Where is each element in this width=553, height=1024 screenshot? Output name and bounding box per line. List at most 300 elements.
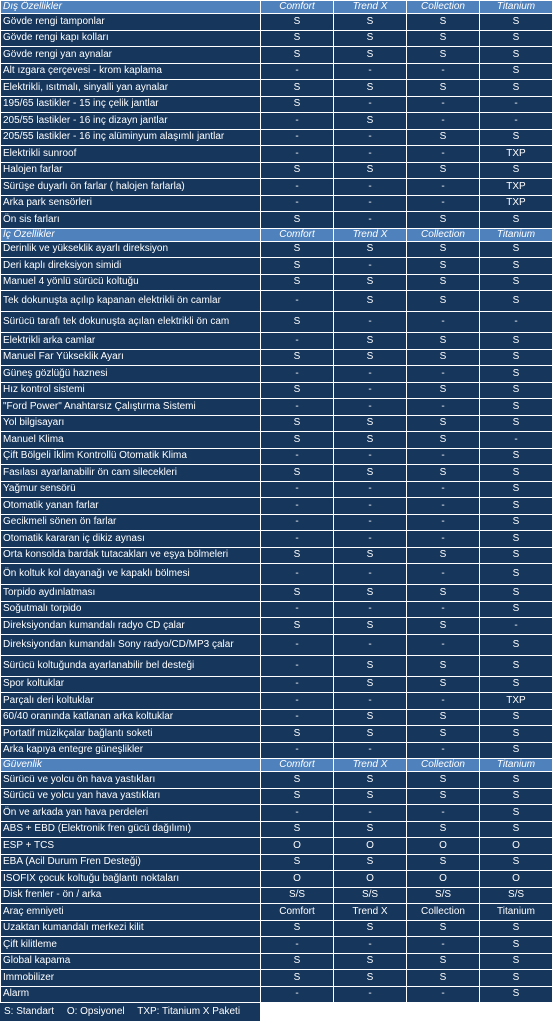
column-header: Trend X bbox=[334, 759, 407, 772]
feature-value: - bbox=[407, 531, 480, 548]
feature-label: Portatif müzikçalar bağlantı soketi bbox=[1, 726, 261, 743]
feature-value: S bbox=[407, 291, 480, 312]
table-row bbox=[1, 30, 553, 47]
feature-value: S bbox=[261, 432, 334, 449]
feature-value: TXP bbox=[480, 179, 553, 196]
feature-value: S bbox=[261, 953, 334, 970]
table-row bbox=[1, 838, 553, 855]
feature-label: Güneş gözlüğü haznesi bbox=[1, 366, 261, 383]
feature-value: S bbox=[480, 531, 553, 548]
feature-value: S bbox=[480, 986, 553, 1003]
feature-value: S bbox=[480, 162, 553, 179]
feature-value: S bbox=[480, 854, 553, 871]
feature-value: S bbox=[480, 366, 553, 383]
feature-value: S bbox=[334, 618, 407, 635]
feature-value: S bbox=[480, 788, 553, 805]
feature-label: Sürüşe duyarlı ön farlar ( halojen farlarla) bbox=[1, 179, 261, 196]
feature-value: S bbox=[480, 514, 553, 531]
feature-value: - bbox=[407, 312, 480, 333]
table-row bbox=[1, 618, 553, 635]
feature-label: Spor koltuklar bbox=[1, 676, 261, 693]
feature-label: Manuel Far Yükseklik Ayarı bbox=[1, 349, 261, 366]
feature-value: - bbox=[407, 693, 480, 710]
feature-label: Torpido aydınlatması bbox=[1, 585, 261, 602]
feature-label: Elektrikli, ısıtmalı, sinyalli yan aynalar bbox=[1, 80, 261, 97]
feature-value: S bbox=[480, 274, 553, 291]
feature-label: Uzaktan kumandalı merkezi kilit bbox=[1, 920, 261, 937]
feature-label: Immobilizer bbox=[1, 970, 261, 987]
feature-label: Elektrikli arka camlar bbox=[1, 333, 261, 350]
feature-value: - bbox=[334, 601, 407, 618]
table-row bbox=[1, 349, 553, 366]
feature-value: S bbox=[261, 618, 334, 635]
table-row bbox=[1, 854, 553, 871]
feature-value: - bbox=[261, 805, 334, 822]
feature-label: Derinlik ve yükseklik ayarlı direksiyon bbox=[1, 241, 261, 258]
feature-value: S bbox=[407, 47, 480, 64]
feature-value: S bbox=[334, 162, 407, 179]
feature-value: - bbox=[261, 366, 334, 383]
feature-value: - bbox=[334, 448, 407, 465]
feature-value: S bbox=[334, 30, 407, 47]
table-row bbox=[1, 953, 553, 970]
feature-value: S bbox=[261, 241, 334, 258]
feature-value: S/S bbox=[407, 887, 480, 904]
table-row bbox=[1, 195, 553, 212]
feature-label: Manuel 4 yönlü sürücü koltuğu bbox=[1, 274, 261, 291]
feature-value: S bbox=[334, 920, 407, 937]
table-row bbox=[1, 986, 553, 1003]
feature-label: Sürücü ve yolcu yan hava yastıkları bbox=[1, 788, 261, 805]
feature-value: S bbox=[261, 585, 334, 602]
table-row bbox=[1, 212, 553, 229]
legend-optional: O: Opsiyonel bbox=[66, 1006, 125, 1017]
feature-value: S bbox=[480, 772, 553, 789]
table-row bbox=[1, 162, 553, 179]
feature-label: "Ford Power" Anahtarsız Çalıştırma Sistemi bbox=[1, 399, 261, 416]
feature-value: - bbox=[261, 709, 334, 726]
feature-value: - bbox=[261, 179, 334, 196]
feature-value: - bbox=[334, 531, 407, 548]
feature-value: S bbox=[261, 14, 334, 31]
feature-value: S bbox=[261, 258, 334, 275]
feature-value: S bbox=[480, 399, 553, 416]
column-header: Titanium bbox=[480, 1, 553, 14]
feature-value: S bbox=[480, 970, 553, 987]
feature-value: - bbox=[334, 742, 407, 759]
feature-value: - bbox=[334, 498, 407, 515]
feature-value: S bbox=[480, 212, 553, 229]
feature-label: Gövde rengi kapı kolları bbox=[1, 30, 261, 47]
feature-value: S bbox=[261, 788, 334, 805]
feature-label: Yağmur sensörü bbox=[1, 481, 261, 498]
feature-value: - bbox=[261, 146, 334, 163]
feature-value: S bbox=[261, 349, 334, 366]
feature-value: S bbox=[480, 937, 553, 954]
table-row bbox=[1, 601, 553, 618]
feature-value: S/S bbox=[261, 887, 334, 904]
feature-value: - bbox=[407, 113, 480, 130]
feature-value: S bbox=[480, 726, 553, 743]
feature-value: S bbox=[407, 854, 480, 871]
feature-value: S bbox=[334, 241, 407, 258]
feature-value: S bbox=[334, 80, 407, 97]
feature-value: S bbox=[261, 547, 334, 564]
feature-label: EBA (Acil Durum Fren Desteği) bbox=[1, 854, 261, 871]
column-header: Comfort bbox=[261, 1, 334, 14]
feature-value: - bbox=[261, 601, 334, 618]
feature-label: ABS + EBD (Elektronik fren gücü dağılımı) bbox=[1, 821, 261, 838]
feature-value: S bbox=[407, 676, 480, 693]
table-row bbox=[1, 80, 553, 97]
feature-value: S bbox=[334, 274, 407, 291]
feature-value: - bbox=[334, 129, 407, 146]
feature-value: - bbox=[407, 96, 480, 113]
feature-label: Çift Bölgeli İklim Kontrollü Otomatik Klima bbox=[1, 448, 261, 465]
feature-label: 205/55 lastikler - 16 inç dizayn jantlar bbox=[1, 113, 261, 130]
feature-value: - bbox=[261, 498, 334, 515]
table-row bbox=[1, 382, 553, 399]
feature-value: S bbox=[407, 333, 480, 350]
feature-value: S bbox=[261, 726, 334, 743]
feature-value: S bbox=[261, 415, 334, 432]
feature-value: - bbox=[261, 634, 334, 655]
feature-value: S bbox=[407, 162, 480, 179]
feature-label: Elektrikli sunroof bbox=[1, 146, 261, 163]
table-row bbox=[1, 904, 553, 921]
feature-value: - bbox=[407, 481, 480, 498]
feature-value: S bbox=[261, 920, 334, 937]
table-row bbox=[1, 258, 553, 275]
feature-value: S bbox=[480, 80, 553, 97]
feature-value: S bbox=[480, 953, 553, 970]
column-header: Titanium bbox=[480, 759, 553, 772]
feature-value: - bbox=[261, 655, 334, 676]
section-header bbox=[1, 228, 553, 241]
table-row bbox=[1, 498, 553, 515]
legend-standard: S: Standart bbox=[4, 1006, 55, 1017]
feature-value: Collection bbox=[407, 904, 480, 921]
feature-value: O bbox=[334, 871, 407, 888]
feature-value: - bbox=[407, 179, 480, 196]
feature-value: - bbox=[334, 366, 407, 383]
feature-value: S bbox=[480, 676, 553, 693]
feature-value: - bbox=[334, 693, 407, 710]
table-row bbox=[1, 146, 553, 163]
feature-value: S bbox=[407, 821, 480, 838]
feature-value: S bbox=[261, 382, 334, 399]
feature-value: S bbox=[261, 80, 334, 97]
feature-label: Soğutmalı torpido bbox=[1, 601, 261, 618]
feature-value: S bbox=[480, 349, 553, 366]
table-row bbox=[1, 547, 553, 564]
feature-label: Gövde rengi tamponlar bbox=[1, 14, 261, 31]
table-row bbox=[1, 432, 553, 449]
feature-value: - bbox=[334, 258, 407, 275]
feature-label: Gövde rengi yan aynalar bbox=[1, 47, 261, 64]
feature-value: S bbox=[480, 63, 553, 80]
section-header bbox=[1, 759, 553, 772]
feature-value: S bbox=[334, 585, 407, 602]
feature-value: S/S bbox=[334, 887, 407, 904]
feature-value: S bbox=[261, 821, 334, 838]
feature-value: - bbox=[334, 399, 407, 416]
feature-value: S bbox=[334, 953, 407, 970]
feature-value: TXP bbox=[480, 195, 553, 212]
feature-value: - bbox=[334, 382, 407, 399]
feature-value: - bbox=[334, 312, 407, 333]
feature-value: - bbox=[261, 986, 334, 1003]
feature-value: - bbox=[334, 634, 407, 655]
table-row bbox=[1, 709, 553, 726]
feature-value: Titanium bbox=[480, 904, 553, 921]
feature-value: S bbox=[480, 47, 553, 64]
table-row bbox=[1, 920, 553, 937]
feature-value: - bbox=[334, 96, 407, 113]
section-title: Güvenlik bbox=[1, 759, 261, 772]
feature-label: Global kapama bbox=[1, 953, 261, 970]
feature-label: ISOFIX çocuk koltuğu bağlantı noktaları bbox=[1, 871, 261, 888]
table-row bbox=[1, 788, 553, 805]
feature-label: Gecikmeli sönen ön farlar bbox=[1, 514, 261, 531]
feature-value: S bbox=[407, 241, 480, 258]
feature-value: S bbox=[334, 726, 407, 743]
feature-value: S bbox=[407, 655, 480, 676]
feature-value: - bbox=[407, 399, 480, 416]
feature-value: S bbox=[334, 47, 407, 64]
section-title: Dış Özellikler bbox=[1, 1, 261, 14]
feature-label: Disk frenler - ön / arka bbox=[1, 887, 261, 904]
feature-value: S bbox=[334, 333, 407, 350]
feature-label: Hız kontrol sistemi bbox=[1, 382, 261, 399]
feature-label: Direksiyondan kumandalı Sony radyo/CD/MP3 çalar bbox=[1, 634, 261, 655]
feature-value: S bbox=[407, 772, 480, 789]
feature-value: O bbox=[407, 838, 480, 855]
feature-value: - bbox=[334, 146, 407, 163]
feature-label: Fasılası ayarlanabilir ön cam silecekleri bbox=[1, 465, 261, 482]
table-row bbox=[1, 333, 553, 350]
feature-value: - bbox=[261, 531, 334, 548]
feature-value: S bbox=[261, 30, 334, 47]
feature-value: S bbox=[407, 14, 480, 31]
feature-label: Tek dokunuşta açılıp kapanan elektrikli ön camlar bbox=[1, 291, 261, 312]
feature-value: S bbox=[407, 382, 480, 399]
table-row bbox=[1, 634, 553, 655]
feature-value: S bbox=[334, 676, 407, 693]
table-row bbox=[1, 291, 553, 312]
feature-value: - bbox=[407, 195, 480, 212]
table-row bbox=[1, 772, 553, 789]
feature-value: S bbox=[407, 129, 480, 146]
feature-value: S bbox=[480, 333, 553, 350]
feature-value: - bbox=[407, 742, 480, 759]
feature-value: - bbox=[261, 693, 334, 710]
feature-value: S bbox=[334, 465, 407, 482]
feature-label: Alarm bbox=[1, 986, 261, 1003]
feature-value: - bbox=[334, 179, 407, 196]
feature-value: - bbox=[407, 146, 480, 163]
feature-value: S bbox=[334, 415, 407, 432]
feature-value: - bbox=[261, 937, 334, 954]
feature-label: 205/55 lastikler - 16 inç alüminyum alaşımlı jantlar bbox=[1, 129, 261, 146]
feature-value: - bbox=[261, 399, 334, 416]
feature-value: S bbox=[407, 349, 480, 366]
feature-value: - bbox=[407, 63, 480, 80]
feature-value: S bbox=[480, 805, 553, 822]
feature-value: - bbox=[334, 195, 407, 212]
table-row bbox=[1, 676, 553, 693]
table-row bbox=[1, 481, 553, 498]
feature-value: S bbox=[261, 970, 334, 987]
feature-value: - bbox=[334, 564, 407, 585]
feature-value: S bbox=[261, 465, 334, 482]
feature-value: S bbox=[480, 742, 553, 759]
feature-label: Otomatik yanan farlar bbox=[1, 498, 261, 515]
feature-value: - bbox=[480, 312, 553, 333]
table-row bbox=[1, 585, 553, 602]
column-header: Collection bbox=[407, 1, 480, 14]
feature-value: S bbox=[407, 970, 480, 987]
feature-value: S bbox=[407, 80, 480, 97]
feature-value: S bbox=[334, 709, 407, 726]
feature-value: - bbox=[480, 618, 553, 635]
column-header: Collection bbox=[407, 228, 480, 241]
feature-label: Otomatik kararan iç dikiz aynası bbox=[1, 531, 261, 548]
table-row bbox=[1, 871, 553, 888]
feature-value: S bbox=[261, 212, 334, 229]
feature-value: - bbox=[334, 212, 407, 229]
feature-value: S bbox=[407, 465, 480, 482]
feature-value: S bbox=[334, 349, 407, 366]
feature-value: S bbox=[407, 953, 480, 970]
feature-value: TXP bbox=[480, 146, 553, 163]
table-row bbox=[1, 14, 553, 31]
feature-value: - bbox=[334, 986, 407, 1003]
feature-value: - bbox=[261, 129, 334, 146]
feature-value: - bbox=[261, 448, 334, 465]
feature-label: Halojen farlar bbox=[1, 162, 261, 179]
column-header: Comfort bbox=[261, 759, 334, 772]
feature-value: O bbox=[261, 838, 334, 855]
feature-value: - bbox=[261, 333, 334, 350]
feature-value: S bbox=[480, 382, 553, 399]
table-row bbox=[1, 693, 553, 710]
feature-value: S bbox=[334, 788, 407, 805]
table-row bbox=[1, 415, 553, 432]
feature-value: S bbox=[407, 585, 480, 602]
feature-value: S bbox=[480, 498, 553, 515]
feature-value: O bbox=[261, 871, 334, 888]
table-row bbox=[1, 726, 553, 743]
table-row bbox=[1, 655, 553, 676]
feature-value: Comfort bbox=[261, 904, 334, 921]
feature-value: S bbox=[480, 415, 553, 432]
table-row bbox=[1, 113, 553, 130]
feature-value: S bbox=[480, 465, 553, 482]
feature-value: S bbox=[407, 274, 480, 291]
feature-value: S bbox=[407, 920, 480, 937]
feature-label: Sürücü koltuğunda ayarlanabilir bel desteği bbox=[1, 655, 261, 676]
feature-value: S bbox=[480, 601, 553, 618]
table-row bbox=[1, 564, 553, 585]
feature-value: S bbox=[334, 432, 407, 449]
feature-value: S bbox=[407, 788, 480, 805]
feature-value: S bbox=[480, 448, 553, 465]
feature-value: - bbox=[407, 514, 480, 531]
feature-value: - bbox=[334, 63, 407, 80]
feature-value: - bbox=[407, 937, 480, 954]
feature-value: S bbox=[407, 212, 480, 229]
feature-label: Çift kilitleme bbox=[1, 937, 261, 954]
table-row bbox=[1, 47, 553, 64]
column-header: Comfort bbox=[261, 228, 334, 241]
feature-label: Yol bilgisayarı bbox=[1, 415, 261, 432]
feature-label: Ön ve arkada yan hava perdeleri bbox=[1, 805, 261, 822]
feature-value: S bbox=[480, 241, 553, 258]
column-header: Collection bbox=[407, 759, 480, 772]
column-header: Titanium bbox=[480, 228, 553, 241]
feature-value: S bbox=[407, 709, 480, 726]
feature-value: S bbox=[480, 920, 553, 937]
table-row bbox=[1, 465, 553, 482]
feature-value: S bbox=[407, 432, 480, 449]
feature-value: - bbox=[261, 676, 334, 693]
feature-label: Deri kaplı direksiyon simidi bbox=[1, 258, 261, 275]
table-row bbox=[1, 366, 553, 383]
feature-value: - bbox=[261, 742, 334, 759]
feature-label: Sürücü ve yolcu ön hava yastıkları bbox=[1, 772, 261, 789]
feature-label: Parçalı deri koltuklar bbox=[1, 693, 261, 710]
feature-value: S bbox=[334, 854, 407, 871]
feature-value: - bbox=[334, 514, 407, 531]
table-row bbox=[1, 887, 553, 904]
feature-value: S bbox=[480, 14, 553, 31]
feature-label: Arka park sensörleri bbox=[1, 195, 261, 212]
column-header: Trend X bbox=[334, 228, 407, 241]
table-row bbox=[1, 821, 553, 838]
table-row bbox=[1, 63, 553, 80]
table-row bbox=[1, 274, 553, 291]
feature-value: S bbox=[480, 709, 553, 726]
feature-label: Ön sis farları bbox=[1, 212, 261, 229]
feature-value: S bbox=[480, 634, 553, 655]
feature-value: S bbox=[480, 547, 553, 564]
feature-value: - bbox=[480, 432, 553, 449]
feature-value: - bbox=[261, 514, 334, 531]
feature-label: Manuel Klima bbox=[1, 432, 261, 449]
feature-value: - bbox=[407, 601, 480, 618]
feature-value: S bbox=[407, 415, 480, 432]
feature-value: S bbox=[480, 481, 553, 498]
section-title: İç Özellikler bbox=[1, 228, 261, 241]
feature-value: S bbox=[261, 162, 334, 179]
feature-value: - bbox=[407, 366, 480, 383]
table-row bbox=[1, 514, 553, 531]
feature-value: S bbox=[480, 129, 553, 146]
table-row bbox=[1, 805, 553, 822]
table-row bbox=[1, 742, 553, 759]
section-header bbox=[1, 1, 553, 14]
table-row bbox=[1, 179, 553, 196]
feature-value: - bbox=[261, 63, 334, 80]
feature-value: S bbox=[261, 772, 334, 789]
feature-value: S bbox=[334, 772, 407, 789]
feature-value: S bbox=[407, 30, 480, 47]
feature-label: Arka kapıya entegre güneşlikler bbox=[1, 742, 261, 759]
table-row bbox=[1, 312, 553, 333]
feature-value: Trend X bbox=[334, 904, 407, 921]
table-row bbox=[1, 448, 553, 465]
